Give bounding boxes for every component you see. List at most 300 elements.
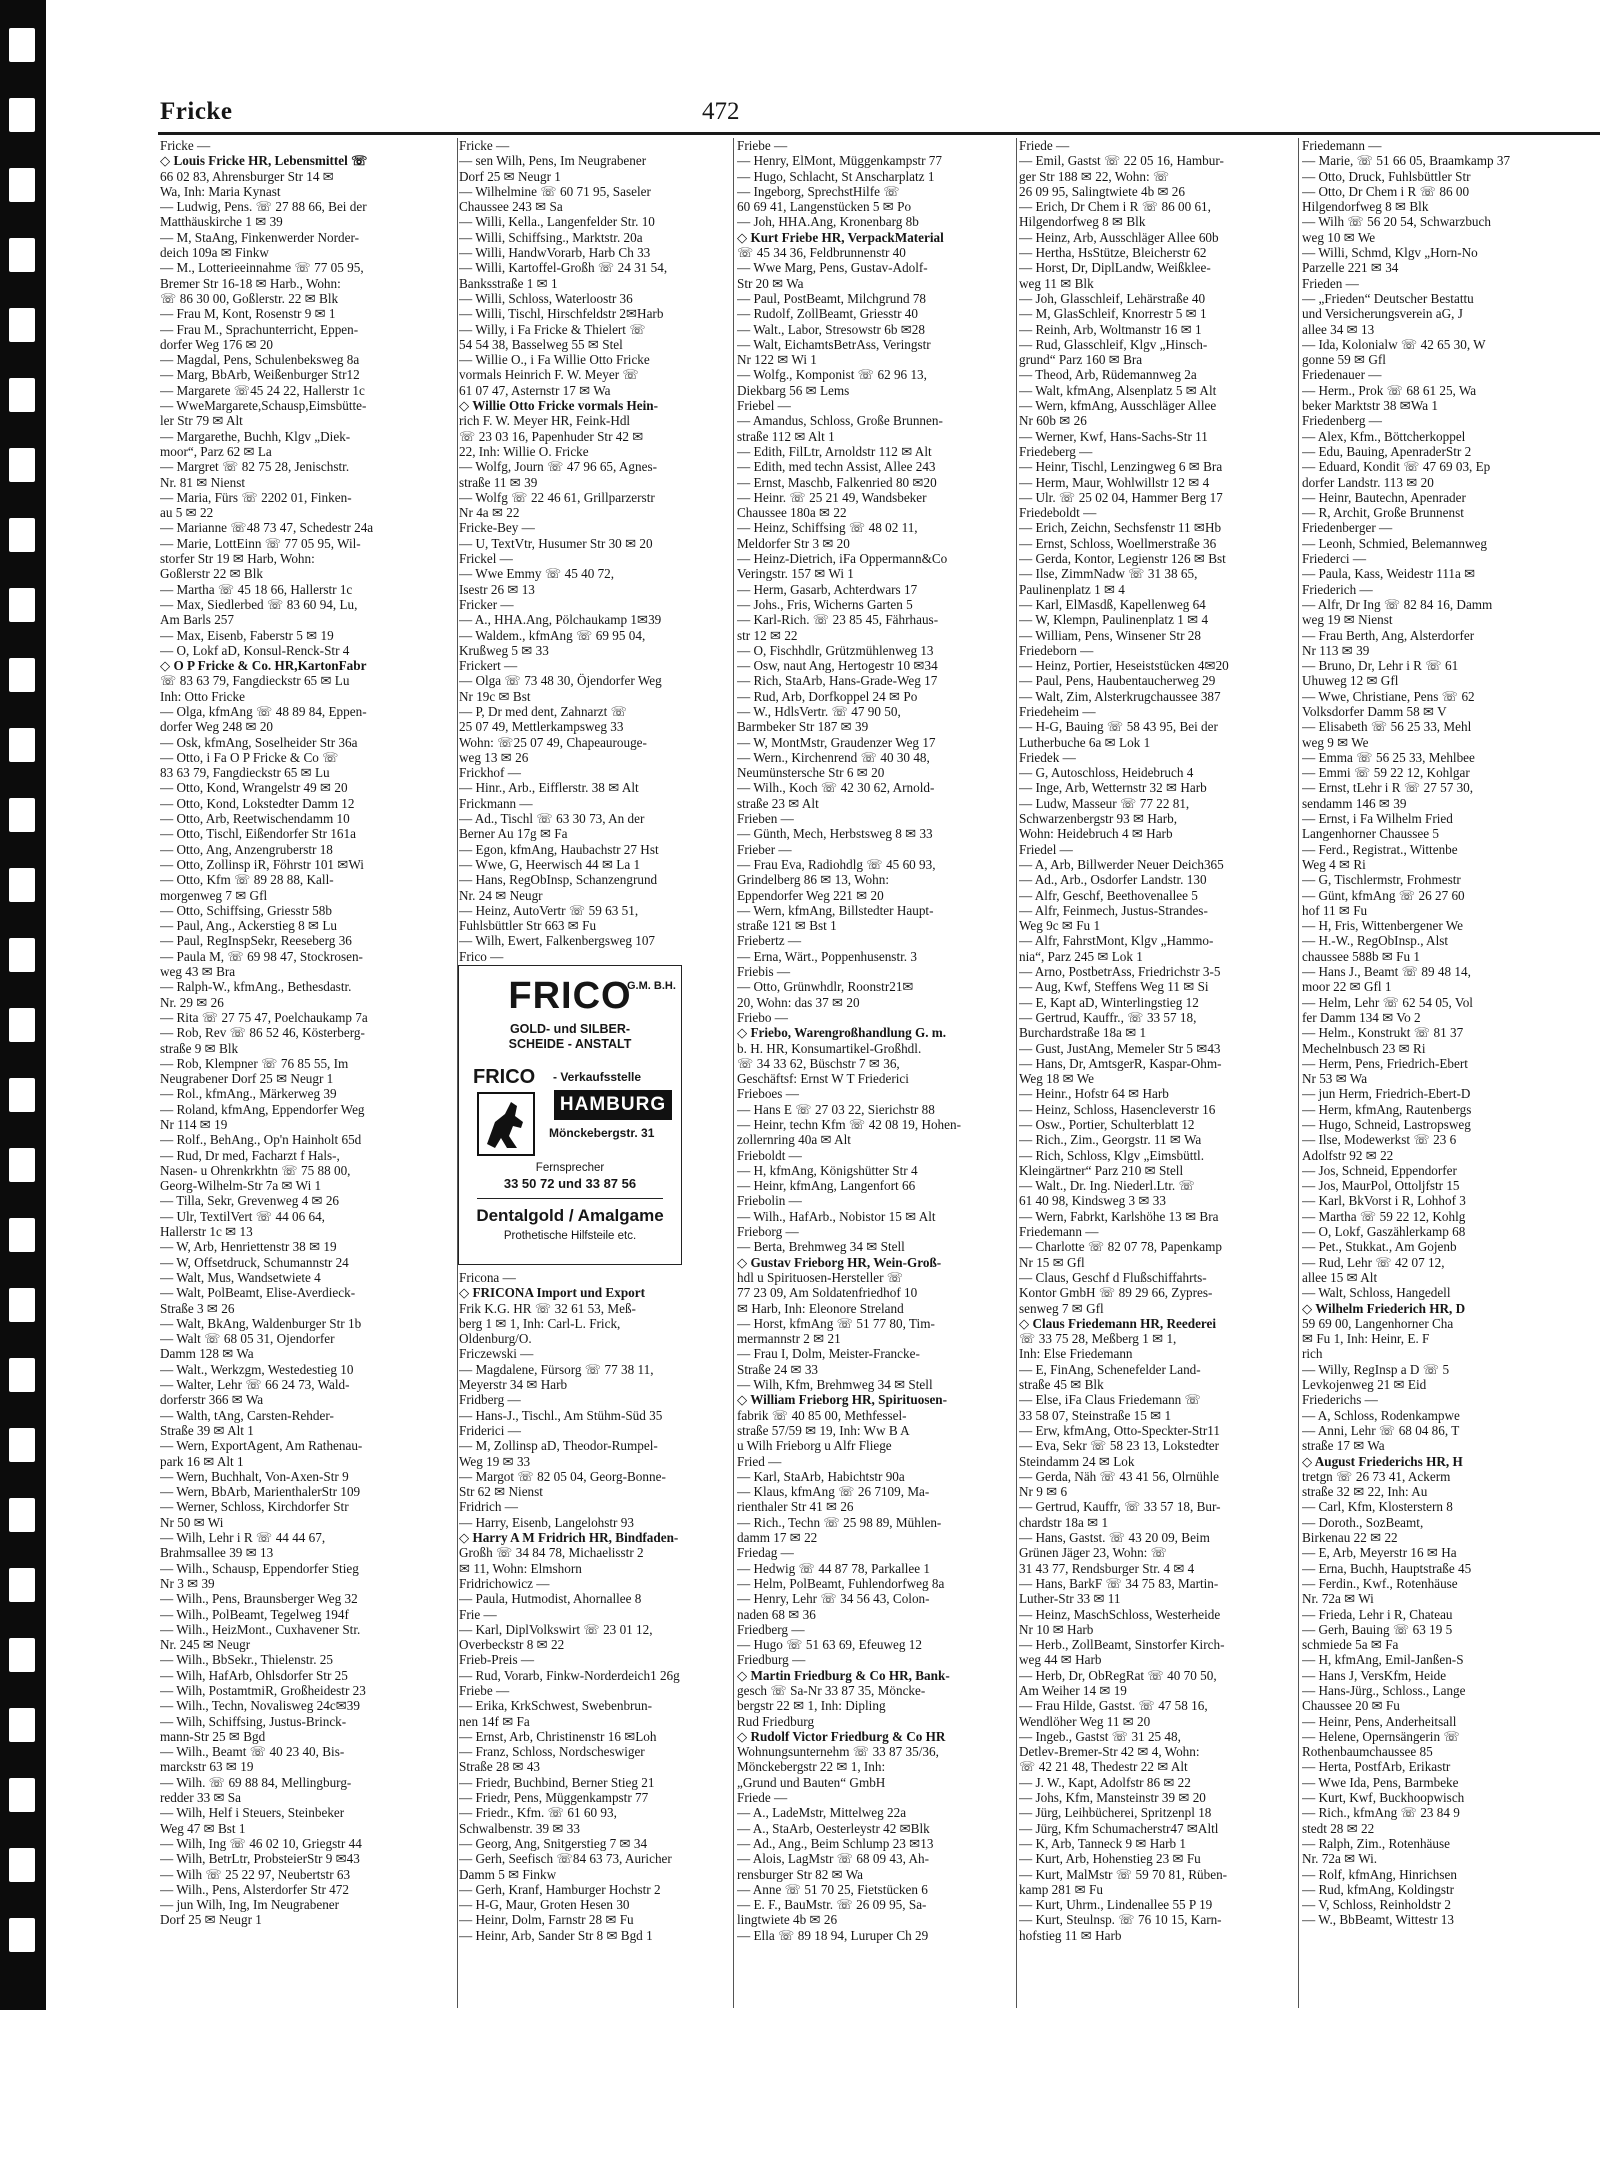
directory-entry-line: — Alfr, Geschf, Beethovenallee 5 bbox=[1019, 887, 1198, 903]
directory-entry-line: Adolfstr 92 ✉ 22 bbox=[1302, 1147, 1394, 1163]
directory-entry-line: Nasen- u Ohrenkrkhtn ☏ 75 88 00, bbox=[160, 1162, 351, 1178]
directory-entry-line: Krußweg 5 ✉ 33 bbox=[459, 642, 549, 658]
horse-emblem-icon bbox=[477, 1092, 535, 1156]
directory-entry-line: Nr. 245 ✉ Neugr bbox=[160, 1637, 251, 1653]
directory-entry-line: allee 15 ✉ Alt bbox=[1302, 1269, 1378, 1285]
directory-entry-line: — Joh, HHA.Ang, Kronenbarg 8b bbox=[737, 214, 919, 230]
directory-entry-line: — Herta, PostfArb, Erikastr bbox=[1302, 1759, 1451, 1775]
directory-entry-line: weg 43 ✉ Bra bbox=[160, 964, 236, 980]
surname-heading: Friderici — bbox=[459, 1422, 521, 1438]
directory-entry-line: dorfer Weg 176 ✉ 20 bbox=[160, 336, 274, 352]
directory-entry-line: Chaussee 20 ✉ Fu bbox=[1302, 1698, 1400, 1714]
directory-entry-line: — Herb., ZollBeamt, Sinstorfer Kirch- bbox=[1019, 1637, 1225, 1653]
directory-entry-line: — Alex, Kfm., Böttcherkoppel bbox=[1302, 428, 1466, 444]
directory-entry-line: ◇ August Friederichs HR, H bbox=[1302, 1453, 1463, 1469]
directory-entry-line: Wohn: ☏25 07 49, Chapeaurouge- bbox=[459, 734, 647, 750]
directory-entry-line: — Horst, kfmAng ☏ 51 77 80, Tim- bbox=[737, 1315, 935, 1331]
directory-entry-line: weg 11 ✉ Blk bbox=[1019, 275, 1094, 291]
directory-entry-line: — Anne ☏ 51 70 25, Fietstücken 6 bbox=[737, 1881, 928, 1897]
directory-entry-line: straße 112 ✉ Alt 1 bbox=[737, 428, 835, 444]
directory-entry-line: — Herm, kfmAng, Rautenbergs bbox=[1302, 1101, 1472, 1117]
ad-street: Mönckebergstr. 31 bbox=[549, 1126, 655, 1140]
directory-entry-line: Meldorfer Str 3 ✉ 20 bbox=[737, 535, 850, 551]
surname-heading: Friederci — bbox=[1302, 551, 1367, 567]
directory-entry-line: — Max, Siedlerbed ☏ 83 60 94, Lu, bbox=[160, 596, 358, 612]
directory-entry-line: Luther-Str 33 ✉ 11 bbox=[1019, 1591, 1121, 1607]
directory-entry-line: rensburger Str 82 ✉ Wa bbox=[737, 1866, 863, 1882]
directory-entry-line: Damm 128 ✉ Wa bbox=[160, 1346, 254, 1362]
directory-entry-line: — Magdal, Pens, Schulenbeksweg 8a bbox=[160, 352, 360, 368]
directory-entry-line: — Walth, tAng, Carsten-Rehder- bbox=[160, 1407, 334, 1423]
directory-entry-line: ◇ O P Fricke & Co. HR,KartonFabr bbox=[160, 658, 367, 674]
directory-entry-line: lingtwiete 4b ✉ 26 bbox=[737, 1912, 838, 1928]
directory-entry-line: Nr 15 ✉ Gfl bbox=[1019, 1254, 1085, 1270]
surname-heading: Frieben — bbox=[737, 811, 794, 827]
directory-entry-line: — Rich., Techn ☏ 25 98 89, Mühlen- bbox=[737, 1514, 942, 1530]
directory-entry-line: zollernring 40a ✉ Alt bbox=[737, 1132, 851, 1148]
directory-entry-line: — Wern, kfmAng, Ausschläger Allee bbox=[1019, 398, 1217, 414]
directory-entry-line: — Rud, Vorarb, Finkw-Norderdeich1 26g bbox=[459, 1667, 680, 1683]
directory-entry-line: gonne 59 ✉ Gfl bbox=[1302, 352, 1386, 368]
directory-entry-line: Weg 4 ✉ Ri bbox=[1302, 856, 1366, 872]
directory-entry-line: Weg 47 ✉ Bst 1 bbox=[160, 1820, 246, 1836]
directory-entry-line: — Hertha, HsStütze, Bleicherstr 62 bbox=[1019, 245, 1207, 261]
directory-entry-line: — Paula, Kass, Weidestr 111a ✉ bbox=[1302, 566, 1476, 582]
directory-entry-line: — Wolfg., Komponist ☏ 62 96 13, bbox=[737, 367, 927, 383]
directory-entry-line: 77 23 09, Am Soldatenfriedhof 10 bbox=[737, 1285, 918, 1301]
directory-entry-line: Inh: Otto Fricke bbox=[160, 688, 245, 704]
directory-entry-line: Banksstraße 1 ✉ 1 bbox=[459, 275, 558, 291]
directory-entry-line: — Heinz-Dietrich, iFa Oppermann&Co bbox=[737, 551, 948, 567]
directory-entry-line: — Gerda, Näh ☏ 43 41 56, Olrnühle bbox=[1019, 1468, 1219, 1484]
directory-entry-line: — Magdalene, Fürsorg ☏ 77 38 11, bbox=[459, 1361, 654, 1377]
directory-entry-line: — Wwe, G, Heerwisch 44 ✉ La 1 bbox=[459, 856, 641, 872]
directory-entry-line: Isestr 26 ✉ 13 bbox=[459, 581, 535, 597]
directory-entry-line: — Osk, kfmAng, Soselheider Str 36a bbox=[160, 734, 358, 750]
directory-entry-line: Schwalbenstr. 39 ✉ 33 bbox=[459, 1820, 580, 1836]
directory-entry-line: — M, GlasSchleif, Knorrestr 5 ✉ 1 bbox=[1019, 306, 1207, 322]
page-number: 472 bbox=[702, 98, 740, 125]
directory-entry-line: — Wilh., HeizMont., Cuxhavener Str. bbox=[160, 1621, 361, 1637]
directory-entry-line: — Otto, Grünwhdlr, Roonstr21✉ bbox=[737, 979, 914, 995]
directory-entry-line: 20, Wohn: das 37 ✉ 20 bbox=[737, 994, 860, 1010]
directory-entry-line: — M, Zollinsp aD, Theodor-Rumpel- bbox=[459, 1438, 658, 1454]
directory-entry-line: Straße 24 ✉ 33 bbox=[737, 1361, 819, 1377]
directory-entry-line: — Otto, Kond, Lokstedter Damm 12 bbox=[160, 795, 355, 811]
directory-entry-line: — Ingeborg, SprechstHilfe ☏ bbox=[737, 183, 900, 199]
directory-entry-line: weg 19 ✉ Nienst bbox=[1302, 612, 1393, 628]
directory-entry-line: Hilgendorfweg 8 ✉ Blk bbox=[1302, 199, 1429, 215]
directory-entry-line: — Edu, Bauing, ApenraderStr 2 bbox=[1302, 443, 1472, 459]
directory-entry-line: straße 45 ✉ Blk bbox=[1019, 1377, 1104, 1393]
directory-entry-line: ger Str 188 ✉ 22, Wohn: ☏ bbox=[1019, 168, 1170, 184]
film-perforation bbox=[9, 1218, 35, 1252]
column-divider bbox=[733, 138, 734, 2008]
directory-entry-line: senweg 7 ✉ Gfl bbox=[1019, 1300, 1104, 1316]
directory-entry-line: — V, Schloss, Reinholdstr 2 bbox=[1302, 1897, 1451, 1913]
directory-entry-line: fabrik ☏ 40 85 00, Methfessel- bbox=[737, 1407, 907, 1423]
ad-phone-label: Fernsprecher bbox=[535, 1162, 605, 1174]
directory-entry-line: Weg 19 ✉ 33 bbox=[459, 1453, 531, 1469]
directory-entry-line: — Ida, Kolonialw ☏ 42 65 30, W bbox=[1302, 336, 1486, 352]
directory-entry-line: — Alfr, FahrstMont, Klgv „Hammo- bbox=[1019, 933, 1214, 949]
surname-heading: Frickmann — bbox=[459, 795, 533, 811]
directory-entry-line: ☏ 42 21 48, Thedestr 22 ✉ Alt bbox=[1019, 1759, 1188, 1775]
directory-entry-line: — Carl, Kfm, Klosterstern 8 bbox=[1302, 1499, 1453, 1515]
directory-entry-line: Lutherbuche 6a ✉ Lok 1 bbox=[1019, 734, 1151, 750]
directory-entry-line: dorfer Weg 248 ✉ 20 bbox=[160, 719, 274, 735]
surname-heading: Friedel — bbox=[1019, 841, 1073, 857]
directory-entry-line: — Hans, BarkF ☏ 34 75 83, Martin- bbox=[1019, 1575, 1219, 1591]
directory-entry-line: — Martha ☏ 45 18 66, Hallerstr 1c bbox=[160, 581, 353, 597]
directory-entry-line: — Edith, med techn Assist, Allee 243 bbox=[737, 459, 936, 475]
directory-entry-line: — Jürg, Leihbücherei, Spritzenpl 18 bbox=[1019, 1805, 1212, 1821]
surname-heading: Friedag — bbox=[737, 1545, 794, 1561]
directory-entry-line: — Gerda, Kontor, Legienstr 126 ✉ Bst bbox=[1019, 551, 1226, 567]
surname-heading: Friczewski — bbox=[459, 1346, 534, 1362]
directory-entry-line: — sen Wilh, Pens, Im Neugrabener bbox=[459, 153, 647, 169]
directory-entry-line: 31 43 77, Rendsburger Str. 4 ✉ 4 bbox=[1019, 1560, 1195, 1576]
directory-entry-line: Wa, Inh: Maria Kynast bbox=[160, 183, 281, 199]
directory-entry-line: — Frau Hilde, Gastst. ☏ 47 58 16, bbox=[1019, 1698, 1208, 1714]
directory-entry-line: Nr 60b ✉ 26 bbox=[1019, 413, 1087, 429]
directory-entry-line: — Herm, Gasarb, Achterdwars 17 bbox=[737, 581, 918, 597]
film-perforation bbox=[9, 868, 35, 902]
directory-entry-line: — Pet., Stukkat., Am Gojenb bbox=[1302, 1239, 1457, 1255]
directory-entry-line: Chaussee 180a ✉ 22 bbox=[737, 505, 847, 521]
directory-entry-line: — Rudolf, ZollBeamt, Griesstr 40 bbox=[737, 306, 918, 322]
directory-entry-line: Am Weiher 14 ✉ 19 bbox=[1019, 1682, 1127, 1698]
directory-entry-line: — Osw., Portier, Schulterblatt 12 bbox=[1019, 1117, 1195, 1132]
directory-entry-line: — Wern, ExportAgent, Am Rathenau- bbox=[160, 1438, 363, 1454]
film-perforation bbox=[9, 28, 35, 62]
directory-entry-line: Chaussee 243 ✉ Sa bbox=[459, 199, 563, 215]
directory-entry-line: — Hinr., Arb., Eifflerstr. 38 ✉ Alt bbox=[459, 780, 639, 796]
directory-entry-line: — Erna, Buchh, Hauptstraße 45 bbox=[1302, 1560, 1472, 1576]
directory-entry-line: ◇ Rudolf Victor Friedburg & Co HR bbox=[737, 1728, 946, 1744]
directory-entry-line: Kleingärtner“ Parz 210 ✉ Stell bbox=[1019, 1162, 1184, 1178]
running-head: Fricke bbox=[160, 98, 233, 125]
directory-entry-line: und Versicherungsverein aG, J bbox=[1302, 306, 1463, 322]
surname-heading: Fricona — bbox=[459, 1269, 516, 1285]
directory-entry-line: Berner Au 17g ✉ Fa bbox=[459, 826, 568, 842]
ad-line1: GOLD- und SILBER- bbox=[509, 1022, 631, 1036]
directory-entry-line: — Wilh, Ewert, Falkenbergsweg 107 bbox=[459, 933, 656, 949]
directory-entry-line: — Otto, Dr Chem i R ☏ 86 00 bbox=[1302, 183, 1470, 199]
directory-entry-line: — Werner, Kwf, Hans-Sachs-Str 11 bbox=[1019, 428, 1208, 444]
directory-entry-line: — Jos, Schneid, Eppendorfer bbox=[1302, 1162, 1457, 1178]
film-perforation bbox=[9, 448, 35, 482]
directory-entry-line: hdl u Spirituosen-Hersteller ☏ bbox=[737, 1269, 904, 1285]
directory-entry-line: — Olga ☏ 73 48 30, Öjendorfer Weg bbox=[459, 673, 662, 689]
film-perforation bbox=[9, 1498, 35, 1532]
film-perforation bbox=[9, 1358, 35, 1392]
directory-entry-line: Nr. 24 ✉ Neugr bbox=[459, 887, 543, 903]
column-1 bbox=[160, 138, 454, 2008]
directory-entry-line: — Otto, Druck, Fuhlsbüttler Str bbox=[1302, 168, 1471, 184]
ad-brand-2: FRICO bbox=[473, 1066, 536, 1088]
directory-entry-line: — Wwe Ida, Pens, Barmbeke bbox=[1302, 1774, 1459, 1790]
directory-entry-line: Rud Friedburg bbox=[737, 1713, 815, 1729]
surname-heading: Frieborg — bbox=[737, 1224, 799, 1240]
directory-entry-line: Nr 9 ✉ 6 bbox=[1019, 1484, 1068, 1500]
directory-entry-line: — Wilh ☏ 56 20 54, Schwarzbuch bbox=[1302, 214, 1491, 230]
directory-entry-line: ◇ Martin Friedburg & Co HR, Bank- bbox=[737, 1667, 950, 1683]
directory-entry-line: — Emil, Gastst ☏ 22 05 16, Hambur- bbox=[1019, 153, 1224, 169]
directory-entry-line: — Gertrud, Kauffr, ☏ 33 57 18, Bur- bbox=[1019, 1499, 1221, 1515]
directory-entry-line: — H-G, Maur, Groten Hesen 30 bbox=[459, 1897, 630, 1913]
directory-entry-line: moor 22 ✉ Gfl 1 bbox=[1302, 979, 1392, 995]
directory-entry-line: — Wwe Marg, Pens, Gustav-Adolf- bbox=[737, 260, 928, 276]
directory-entry-line: — Hugo, Schneid, Lastropsweg bbox=[1302, 1117, 1471, 1132]
directory-entry-line: rienthaler Str 41 ✉ 26 bbox=[737, 1499, 854, 1515]
directory-entry-line: Eppendorfer Weg 221 ✉ 20 bbox=[737, 887, 884, 903]
directory-entry-line: Neumünstersche Str 6 ✉ 20 bbox=[737, 765, 885, 781]
directory-entry-line: ◇ Harry A M Fridrich HR, Bindfaden- bbox=[459, 1530, 679, 1546]
directory-entry-line: Birkenau 22 ✉ 22 bbox=[1302, 1530, 1398, 1546]
directory-entry-line: Dorf 25 ✉ Neugr 1 bbox=[160, 1912, 262, 1928]
directory-entry-line: — Heinz, Portier, Heseiststücken 4✉20 bbox=[1019, 658, 1229, 674]
ad-line2: SCHEIDE - ANSTALT bbox=[508, 1037, 632, 1051]
directory-entry-line: hof 11 ✉ Fu bbox=[1302, 902, 1368, 918]
directory-entry-line: — jun Herm, Friedrich-Ebert-D bbox=[1302, 1086, 1471, 1102]
directory-entry-line: — Rolf, kfmAng, Hinrichsen bbox=[1302, 1866, 1457, 1882]
directory-entry-line: Levkojenweg 21 ✉ Eid bbox=[1302, 1377, 1427, 1393]
directory-entry-line: — Kurt, MalMstr ☏ 59 70 81, Rüben- bbox=[1019, 1866, 1228, 1882]
directory-entry-line: — Heinz, Schloss, Hasencleverstr 16 bbox=[1019, 1101, 1216, 1117]
surname-heading: Fridberg — bbox=[459, 1392, 521, 1408]
surname-heading: Friedenberg — bbox=[1302, 413, 1382, 429]
directory-entry-line: — Wolfg, Journ ☏ 47 96 65, Agnes- bbox=[459, 459, 657, 475]
directory-entry-line: park 16 ✉ Alt 1 bbox=[160, 1453, 244, 1469]
surname-heading: Friedek — bbox=[1019, 749, 1076, 765]
directory-entry-line: — Klaus, kfmAng ☏ 26 7109, Ma- bbox=[737, 1484, 930, 1500]
directory-entry-line: Wohnungsunternehm ☏ 33 87 35/36, bbox=[737, 1744, 939, 1760]
directory-entry-line: straße 11 ✉ 39 bbox=[459, 474, 538, 490]
directory-entry-line: — Ingeb., Gastst ☏ 31 25 48, bbox=[1019, 1728, 1181, 1744]
directory-entry-line: — Johs, Kfm, Mansteinstr 39 ✉ 20 bbox=[1019, 1790, 1206, 1806]
directory-entry-line: storfer Str 19 ✉ Harb, Wohn: bbox=[160, 551, 315, 567]
directory-entry-line: — E. F., BauMstr. ☏ 26 09 95, Sa- bbox=[737, 1897, 927, 1913]
directory-entry-line: — Heinr, Tischl, Lenzingweg 6 ✉ Bra bbox=[1019, 459, 1223, 475]
directory-entry-line: — Ulr. ☏ 25 02 04, Hammer Berg 17 bbox=[1019, 489, 1223, 505]
ad-city: HAMBURG bbox=[554, 1090, 672, 1120]
surname-heading: Fridrichowicz — bbox=[459, 1575, 550, 1591]
directory-entry-line: — Wilh, Schiffsing, Justus-Brinck- bbox=[160, 1713, 347, 1729]
ad-phones: 33 50 72 und 33 87 56 bbox=[503, 1176, 637, 1191]
directory-entry-line: Weg 18 ✉ We bbox=[1019, 1071, 1094, 1087]
directory-entry-line: — Johs., Fris, Wicherns Garten 5 bbox=[737, 596, 913, 612]
surname-heading: Friebe — bbox=[459, 1682, 510, 1698]
directory-entry-line: — Rob, Rev ☏ 86 52 46, Kösterberg- bbox=[160, 1025, 365, 1041]
directory-entry-line: — Willi, Schiffsing., Marktstr. 20a bbox=[459, 229, 643, 245]
directory-entry-line: — K, Arb, Tanneck 9 ✉ Harb 1 bbox=[1019, 1835, 1186, 1851]
directory-entry-line: — A., HHA.Ang, Pölchaukamp 1✉39 bbox=[459, 612, 662, 628]
directory-entry-line: — Gust, JustAng, Memeler Str 5 ✉43 bbox=[1019, 1040, 1221, 1056]
directory-entry-line: — M, StaAng, Finkenwerder Norder- bbox=[160, 229, 359, 245]
directory-entry-line: — Karl-Rich. ☏ 23 85 45, Fährhaus- bbox=[737, 612, 939, 628]
directory-entry-line: ☏ 83 63 79, Fangdieckstr 65 ✉ Lu bbox=[160, 673, 350, 689]
directory-entry-line: — Alfr, Feinmech, Justus-Strandes- bbox=[1019, 902, 1208, 918]
directory-entry-line: — Rud, Glasschleif, Klgv „Hinsch- bbox=[1019, 336, 1208, 352]
directory-entry-line: — William, Pens, Winsener Str 28 bbox=[1019, 627, 1201, 643]
directory-entry-line: straße 9 ✉ Blk bbox=[160, 1040, 239, 1056]
directory-entry-line: — A, Schloss, Rodenkampwe bbox=[1302, 1407, 1460, 1423]
directory-entry-line: straße 32 ✉ 22, Inh: Au bbox=[1302, 1484, 1428, 1500]
directory-entry-line: — Hans, Gastst. ☏ 43 20 09, Beim bbox=[1019, 1530, 1210, 1546]
directory-entry-line: — Erika, KrkSchwest, Swebenbrun- bbox=[459, 1698, 653, 1714]
directory-entry-line: — Willy, RegInsp a D ☏ 5 bbox=[1302, 1361, 1450, 1377]
directory-entry-line: — Heinr, Dolm, Farnstr 28 ✉ Fu bbox=[459, 1912, 634, 1928]
directory-entry-line: ☏ 23 03 16, Papenhuder Str 42 ✉ bbox=[459, 428, 644, 444]
directory-entry-line: — Walt, EichamtsBetrAss, Veringstr bbox=[737, 336, 931, 352]
directory-entry-line: — Wilh, Lehr i R ☏ 44 44 67, bbox=[160, 1530, 326, 1546]
directory-entry-line: — Doroth., SozBeamt, bbox=[1302, 1514, 1424, 1530]
directory-entry-line: weg 44 ✉ Harb bbox=[1019, 1652, 1102, 1668]
surname-heading: Fricke — bbox=[160, 138, 211, 153]
directory-entry-line: ☏ 34 33 62, Büschstr 7 ✉ 36, bbox=[737, 1055, 900, 1071]
directory-entry-line: — Waldem., kfmAng ☏ 69 95 04, bbox=[459, 627, 646, 643]
directory-entry-line: — Eduard, Kondit ☏ 47 69 03, Ep bbox=[1302, 459, 1491, 475]
directory-entry-line: Geschäftsf: Ernst W T Friederici bbox=[737, 1071, 909, 1087]
directory-entry-line: — Rud, Arb, Dorfkoppel 24 ✉ Po bbox=[737, 688, 918, 704]
directory-entry-line: — Otto, Ang, Anzengruberstr 18 bbox=[160, 841, 333, 857]
directory-entry-line: — O, Lokf, Gaszählerkamp 68 bbox=[1302, 1224, 1466, 1240]
directory-entry-line: Langenhorner Chaussee 5 bbox=[1302, 826, 1439, 842]
surname-heading: Friedberg — bbox=[737, 1621, 805, 1637]
directory-entry-line: Damm 5 ✉ Finkw bbox=[459, 1866, 557, 1882]
directory-entry-line: ◇ William Frieborg HR, Spirituosen- bbox=[737, 1392, 948, 1408]
directory-entry-line: — Harry, Eisenb, Langelohstr 93 bbox=[459, 1514, 634, 1530]
directory-entry-line: 60 69 41, Langenstücken 5 ✉ Po bbox=[737, 199, 912, 215]
directory-entry-line: — Gerh, Bauing ☏ 63 19 5 bbox=[1302, 1621, 1453, 1637]
directory-entry-line: marckstr 63 ✉ 19 bbox=[160, 1759, 254, 1775]
directory-entry-line: schmiede 5a ✉ Fa bbox=[1302, 1637, 1399, 1653]
film-perforation bbox=[9, 1568, 35, 1602]
directory-entry-line: — Ad., Arb., Osdorfer Landstr. 130 bbox=[1019, 872, 1207, 888]
directory-entry-line: ✉ 11, Wohn: Elmshorn bbox=[459, 1560, 582, 1576]
directory-entry-line: — Wilh., Schausp, Eppendorfer Stieg bbox=[160, 1560, 359, 1576]
directory-entry-line: — Paul, Ang., Ackerstieg 8 ✉ Lu bbox=[160, 918, 337, 934]
directory-entry-line: Mönckebergstr 22 ✉ 1, Inh: bbox=[737, 1759, 886, 1775]
directory-entry-line: nen 14f ✉ Fa bbox=[459, 1713, 530, 1729]
directory-entry-line: — Wern, kfmAng, Billstedter Haupt- bbox=[737, 902, 934, 918]
directory-entry-line: — Wwe, Christiane, Pens ☏ 62 bbox=[1302, 688, 1475, 704]
surname-heading: Friedenberger — bbox=[1302, 520, 1393, 536]
directory-entry-line: — Egon, kfmAng, Haubachstr 27 Hst bbox=[459, 841, 659, 857]
directory-entry-line: — Paul, Pens, Haubentaucherweg 29 bbox=[1019, 673, 1216, 689]
directory-entry-line: — Walt, Mus, Wandsetwiete 4 bbox=[160, 1269, 321, 1285]
directory-entry-line: Veringstr. 157 ✉ Wi 1 bbox=[737, 566, 854, 582]
directory-entry-line: Hilgendorfweg 8 ✉ Blk bbox=[1019, 214, 1146, 230]
directory-entry-line: — Friedr, Pens, Müggenkampstr 77 bbox=[459, 1790, 649, 1806]
surname-heading: Friebel — bbox=[737, 398, 791, 414]
film-perforation bbox=[9, 378, 35, 412]
directory-entry-line: nia“, Parz 245 ✉ Lok 1 bbox=[1019, 948, 1143, 964]
directory-entry-line: — Frau M., Sprachunterricht, Eppen- bbox=[160, 321, 359, 337]
film-perforation bbox=[9, 658, 35, 692]
directory-entry-line: — Ferd., Registrat., Wittenbe bbox=[1302, 841, 1458, 857]
directory-entry-line: — Ilse, Modewerkst ☏ 23 6 bbox=[1302, 1132, 1457, 1148]
directory-entry-line: — Charlotte ☏ 82 07 78, Papenkamp bbox=[1019, 1239, 1222, 1255]
directory-entry-line: Uhuweg 12 ✉ Gfl bbox=[1302, 673, 1399, 689]
directory-entry-line: Frik K.G. HR ☏ 32 61 53, Meß- bbox=[459, 1300, 636, 1316]
directory-entry-line: grund“ Parz 160 ✉ Bra bbox=[1019, 352, 1143, 368]
directory-entry-line: ☏ 86 30 00, Goßlerstr. 22 ✉ Blk bbox=[160, 290, 339, 306]
directory-entry-line: Mechelnbusch 23 ✉ Ri bbox=[1302, 1040, 1426, 1056]
page-margin-bottom bbox=[0, 2010, 1600, 2177]
directory-entry-line: — Paul, RegInspSekr, Reeseberg 36 bbox=[160, 933, 352, 949]
directory-entry-line: — Walt, Schloss, Hangedell bbox=[1302, 1285, 1451, 1301]
directory-entry-line: Hallerstr 1c ✉ 13 bbox=[160, 1224, 253, 1240]
directory-entry-line: — Hedwig ☏ 44 87 78, Parkallee 1 bbox=[737, 1560, 931, 1576]
directory-entry-line: rich bbox=[1302, 1346, 1323, 1362]
ad-brand: FRICO bbox=[508, 975, 632, 1017]
directory-entry-line: — Heinz, MaschSchloss, Westerheide bbox=[1019, 1606, 1221, 1622]
directory-entry-line: — Erna, Wärt., Poppenhusenstr. 3 bbox=[737, 948, 917, 964]
directory-entry-line: Nr 3 ✉ 39 bbox=[160, 1575, 215, 1591]
directory-entry-line: — Jürg, Kfm Schumacherstr47 ✉Altl bbox=[1019, 1820, 1219, 1836]
directory-entry-line: — Herm, Maur, Wohlwillstr 12 ✉ 4 bbox=[1019, 474, 1210, 490]
surname-heading: Friederich — bbox=[1302, 581, 1373, 597]
directory-entry-line: — Wilh, PostamtmiR, Großheidestr 23 bbox=[160, 1682, 366, 1698]
directory-entry-line: — Hans-J., Tischl., Am Stühm-Süd 35 bbox=[459, 1407, 663, 1423]
directory-entry-line: — J. W., Kapt, Adolfstr 86 ✉ 22 bbox=[1019, 1774, 1191, 1790]
directory-entry-line: — Willi, Schmd, Klgv „Horn-No bbox=[1302, 245, 1478, 261]
directory-entry-line: — Karl, ElMasdß, Kapellenweg 64 bbox=[1019, 596, 1206, 612]
directory-entry-line: sendamm 146 ✉ 39 bbox=[1302, 795, 1407, 811]
directory-entry-line: — Frau I, Dolm, Meister-Francke- bbox=[737, 1346, 920, 1362]
directory-entry-line: — Werner, Schloss, Kirchdorfer Str bbox=[160, 1499, 349, 1515]
surname-heading: Fridrich — bbox=[459, 1499, 518, 1515]
film-perforation bbox=[9, 1918, 35, 1952]
directory-entry-line: — W, Arb, Henriettenstr 38 ✉ 19 bbox=[160, 1239, 337, 1255]
directory-entry-line: — A., StaArb, Oesterleystr 42 ✉Blk bbox=[737, 1820, 930, 1836]
directory-entry-line: — M., Lotterieeinnahme ☏ 77 05 95, bbox=[160, 260, 364, 276]
directory-entry-line: — Ernst, Arb, Christinenstr 16 ✉Loh bbox=[459, 1728, 657, 1744]
directory-entry-line: — Willie O., i Fa Willie Otto Fricke bbox=[459, 352, 650, 368]
directory-entry-line: — Rita ☏ 27 75 47, Poelchaukamp 7a bbox=[160, 1009, 368, 1025]
surname-heading: Friedeboldt — bbox=[1019, 505, 1097, 521]
header-rule bbox=[158, 132, 1600, 135]
directory-entry-line: Bremer Str 16-18 ✉ Harb., Wohn: bbox=[160, 275, 341, 291]
directory-entry-line: — Willi, HandwVorarb, Harb Ch 33 bbox=[459, 245, 651, 261]
directory-entry-line: — H, kfmAng, Emil-Janßen-S bbox=[1302, 1652, 1464, 1668]
surname-heading: Friebertz — bbox=[737, 933, 802, 949]
directory-entry-line: — Wilh, BetrLtr, ProbsteierStr 9 ✉43 bbox=[160, 1851, 360, 1867]
directory-entry-line: Straße 28 ✉ 43 bbox=[459, 1759, 541, 1775]
film-perforation bbox=[9, 938, 35, 972]
surname-heading: Friebo — bbox=[737, 1009, 788, 1025]
directory-entry-line: tretgn ☏ 26 73 41, Ackerm bbox=[1302, 1468, 1451, 1484]
directory-entry-line: — E, Arb, Meyerstr 16 ✉ Ha bbox=[1302, 1545, 1457, 1561]
directory-entry-line: — A, Arb, Billwerder Neuer Deich365 bbox=[1019, 856, 1224, 872]
film-perforation bbox=[9, 1428, 35, 1462]
directory-entry-line: Großh ☏ 34 84 78, Michaelisstr 2 bbox=[459, 1545, 644, 1561]
directory-entry-line: — Friedr, Buchbind, Berner Stieg 21 bbox=[459, 1774, 655, 1790]
directory-entry-line: — Erich, Zeichn, Sechsfenstr 11 ✉Hb bbox=[1019, 520, 1222, 536]
directory-entry-line: — E, Kapt aD, Winterlingstieg 12 bbox=[1019, 994, 1199, 1010]
surname-heading: Frie — bbox=[459, 1606, 497, 1622]
film-perforation bbox=[9, 308, 35, 342]
directory-entry-line: — Paula, Hutmodist, Ahornallee 8 bbox=[459, 1591, 642, 1607]
surname-heading: Frieboes — bbox=[737, 1086, 799, 1102]
surname-heading: Frieboldt — bbox=[737, 1147, 802, 1163]
directory-entry-line: — Wilh ☏ 25 22 97, Neubertstr 63 bbox=[160, 1866, 351, 1882]
directory-entry-line: — Wilh., Beamt ☏ 40 23 40, Bis- bbox=[160, 1744, 345, 1760]
directory-entry-line: — Max, Eisenb, Faberstr 5 ✉ 19 bbox=[160, 627, 334, 643]
directory-entry-line: Nr. 72a ✉ Wi bbox=[1302, 1591, 1374, 1607]
